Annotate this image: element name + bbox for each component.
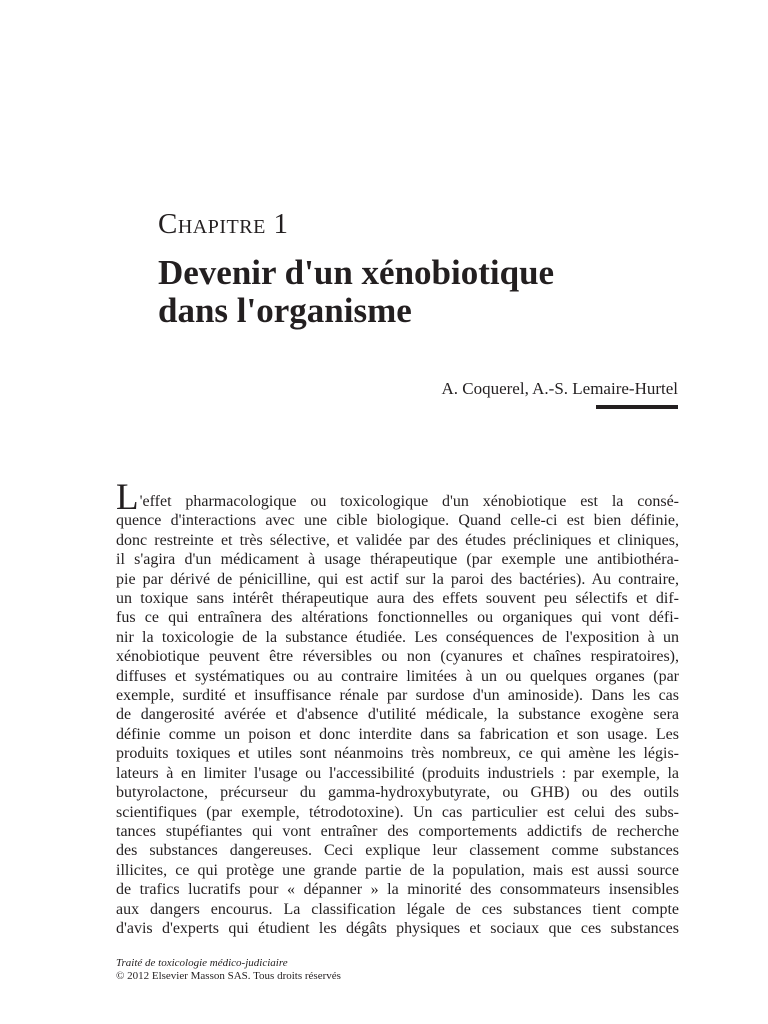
body-line: fus ce qui entraînera des altérations fonctionnelles ou organiques qui vont défi- [116,609,679,627]
first-line-text: 'effet pharmacologique ou toxicologique d'un xénobiotique est la consé- [139,493,679,510]
body-line: tances stupéfiantes qui vont entraîner des comportements addictifs de recherche [116,822,679,840]
body-line: nir la toxicologie de la substance étudiée. Les conséquences de l'exposition à un [116,628,679,646]
chapter-title [158,254,698,330]
body-line: pie par dérivé de pénicilline, qui est actif sur la paroi des bactéries). Au contraire, [116,570,679,588]
body-line [116,477,679,518]
chapter-title-line-1: Devenir d'un xénobiotique [158,253,555,292]
body-line: butyrolactone, précurseur du gamma-hydroxybutyrate, ou GHB) ou des outils [116,784,679,802]
chapter-title-line-2: dans l'organisme [158,291,412,330]
body-line: il s'agira d'un médicament à usage thérapeutique (par exemple une antibiothéra- [116,551,679,569]
body-line: aux dangers encourus. La classification légale de ces substances tient compte [116,900,679,918]
body-line: quence d'interactions avec une cible biologique. Quand celle-ci est bien définie, [116,512,679,530]
body-line: un toxique sans intérêt thérapeutique aura des effets souvent peu sélectifs et dif- [116,590,679,608]
body-line: donc restreinte et très sélective, et validée par des études précliniques et cliniques, [116,531,679,549]
page-footer [116,957,341,983]
body-line: définie comme un poison et donc interdite dans sa fabrication et son usage. Les [116,725,679,743]
footer-book-title: Traité de toxicologie médico-judiciaire [116,957,288,969]
body-line: scientifiques (par exemple, tétrodotoxine). Un cas particulier est celui des subs- [116,803,679,821]
body-line: de trafics lucratifs pour « dépanner » la minorité des consommateurs insensibles [116,881,679,899]
body-paragraph [116,477,679,938]
chapter-authors: A. Coquerel, A.-S. Lemaire-Hurtel [441,379,678,398]
author-rule [596,405,678,409]
footer-copyright: © 2012 Elsevier Masson SAS. Tous droits réservés [116,970,341,982]
body-line: lateurs à en limiter l'usage ou l'accessibilité (produits industriels : par exemple, la [116,764,679,782]
body-line: produits toxiques et utiles sont néanmoins très nombreux, ce qui amène les légis- [116,745,679,763]
body-line: xénobiotique peuvent être réversibles ou non (cyanures et chaînes respiratoires), [116,648,679,666]
body-line: des substances dangereuses. Ceci explique leur classement comme substances [116,842,679,860]
chapter-label: Chapitre 1 [158,208,289,240]
body-line: exemple, surdité et insuffisance rénale par surdose d'un aminoside). Dans les cas [116,687,679,705]
dropcap: L [116,477,139,518]
body-line: de dangerosité avérée et d'absence d'utilité médicale, la substance exogène sera [116,706,679,724]
body-line: illicites, ce qui protège une grande partie de la population, mais est aussi source [116,861,679,879]
body-line: diffuses et systématiques ou au contraire limitées à un ou quelques organes (par [116,667,679,685]
body-line: d'avis d'experts qui étudient les dégâts physiques et sociaux que ces substances [116,919,679,937]
